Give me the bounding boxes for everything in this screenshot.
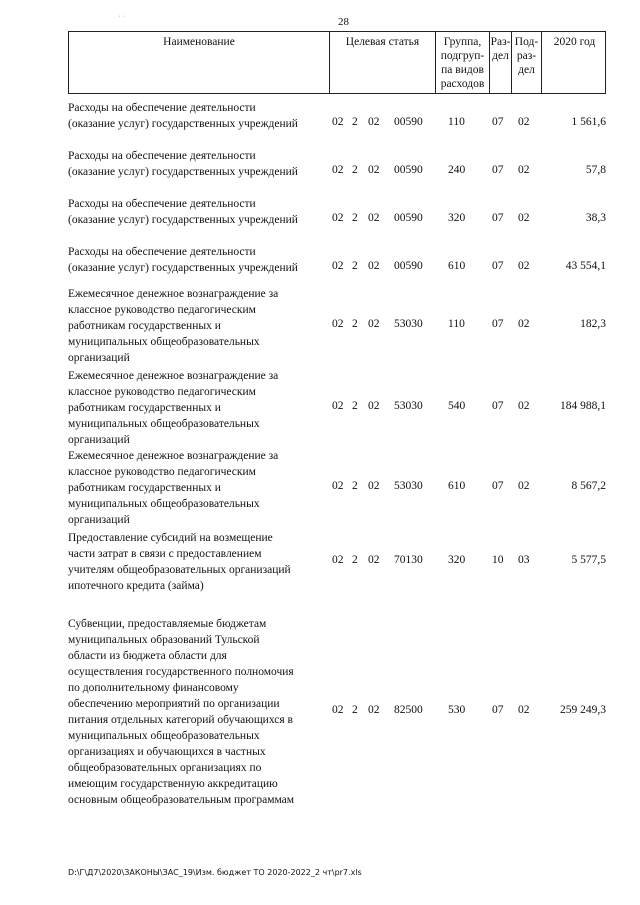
code-direction: 00590 (394, 212, 423, 224)
code-subprogram: 2 (352, 480, 358, 492)
expense-group: 320 (448, 212, 466, 224)
row-name (68, 368, 330, 448)
code-program: 02 (332, 480, 344, 492)
row-name (68, 196, 330, 228)
row-name-line: работникам государственных и (68, 482, 221, 494)
header-group-line: Группа, (443, 36, 482, 48)
table-row (68, 286, 608, 366)
section-code: 07 (492, 164, 504, 176)
header-subsection (511, 32, 541, 93)
row-name-line: работникам государственных и (68, 402, 221, 414)
row-name-line: муниципальных общеобразовательных (68, 418, 260, 430)
section-code: 07 (492, 704, 504, 716)
scan-mark: ˈ ˈ (118, 14, 127, 24)
row-name-line: по дополнительному финансовому (68, 682, 239, 694)
expense-group: 610 (448, 480, 466, 492)
table-row (68, 368, 608, 448)
code-direction: 53030 (394, 400, 423, 412)
code-program: 02 (332, 116, 344, 128)
header-year (541, 32, 607, 93)
header-group-line: па видов (441, 64, 484, 76)
table-row (68, 148, 608, 188)
row-name-line: классное руководство педагогическим (68, 466, 256, 478)
code-program: 02 (332, 318, 344, 330)
row-name (68, 530, 330, 594)
row-name-line: организациях и обучающихся в частных (68, 746, 266, 758)
table-row (68, 100, 608, 140)
code-event: 02 (368, 116, 380, 128)
subsection-code: 02 (518, 480, 530, 492)
code-program: 02 (332, 554, 344, 566)
code-direction: 53030 (394, 318, 423, 330)
row-name (68, 100, 330, 132)
code-event: 02 (368, 554, 380, 566)
code-direction: 00590 (394, 164, 423, 176)
amount-2020: 43 554,1 (565, 260, 606, 272)
amount-2020: 57,8 (585, 164, 606, 176)
row-name-line: классное руководство педагогическим (68, 386, 256, 398)
code-subprogram: 2 (352, 164, 358, 176)
row-name-line: организаций (68, 352, 130, 364)
subsection-code: 02 (518, 164, 530, 176)
row-name-line: (оказание услуг) государственных учреждений (68, 118, 298, 130)
row-name (68, 448, 330, 528)
code-event: 02 (368, 260, 380, 272)
row-name-line: Субвенции, предоставляемые бюджетам (68, 618, 267, 630)
code-program: 02 (332, 400, 344, 412)
row-name (68, 286, 330, 366)
section-code: 07 (492, 116, 504, 128)
section-code: 07 (492, 318, 504, 330)
expense-group: 540 (448, 400, 466, 412)
row-name-line: Расходы на обеспечение деятельности (68, 102, 256, 114)
row-name-line: области из бюджета области для (68, 650, 227, 662)
section-code: 07 (492, 212, 504, 224)
code-subprogram: 2 (352, 212, 358, 224)
row-name-line: Расходы на обеспечение деятельности (68, 246, 256, 258)
table-row (68, 448, 608, 528)
table-row (68, 616, 608, 816)
row-name-line: Предоставление субсидий на возмещение (68, 532, 273, 544)
page-number: 28 (338, 16, 349, 28)
header-name-label: Наименование (163, 36, 235, 48)
row-name-line: обеспечению мероприятий по организации (68, 698, 280, 710)
code-direction: 00590 (394, 260, 423, 272)
code-subprogram: 2 (352, 318, 358, 330)
table-row (68, 244, 608, 284)
row-name-line: (оказание услуг) государственных учреждений (68, 214, 298, 226)
subsection-code: 02 (518, 116, 530, 128)
expense-group: 110 (448, 116, 465, 128)
row-name-line: муниципальных общеобразовательных (68, 730, 260, 742)
header-name (69, 32, 329, 93)
row-name (68, 244, 330, 276)
section-code: 10 (492, 554, 504, 566)
header-target (329, 32, 435, 93)
header-section-line: Раз- (490, 36, 511, 48)
row-name-line: муниципальных общеобразовательных (68, 498, 260, 510)
row-name-line: Ежемесячное денежное вознаграждение за (68, 370, 279, 382)
code-event: 02 (368, 400, 380, 412)
row-name-line: муниципальных общеобразовательных (68, 336, 260, 348)
row-name-line: питания отдельных категорий обучающихся в (68, 714, 293, 726)
amount-2020: 184 988,1 (560, 400, 606, 412)
header-subsection-line: раз- (516, 50, 537, 62)
code-program: 02 (332, 212, 344, 224)
row-name-line: ипотечного кредита (займа) (68, 580, 204, 592)
header-section-line: дел (492, 50, 509, 62)
code-event: 02 (368, 480, 380, 492)
section-code: 07 (492, 480, 504, 492)
header-group (435, 32, 489, 93)
amount-2020: 5 577,5 (571, 554, 606, 566)
code-subprogram: 2 (352, 554, 358, 566)
code-direction: 53030 (394, 480, 423, 492)
subsection-code: 02 (518, 318, 530, 330)
subsection-code: 02 (518, 400, 530, 412)
code-direction: 00590 (394, 116, 423, 128)
code-event: 02 (368, 164, 380, 176)
code-direction: 70130 (394, 554, 423, 566)
row-name-line: работникам государственных и (68, 320, 221, 332)
code-program: 02 (332, 260, 344, 272)
code-program: 02 (332, 704, 344, 716)
row-name-line: организаций (68, 514, 130, 526)
row-name (68, 148, 330, 180)
amount-2020: 1 561,6 (571, 116, 606, 128)
expense-group: 610 (448, 260, 466, 272)
header-group-line: расходов (440, 78, 485, 90)
code-subprogram: 2 (352, 260, 358, 272)
amount-2020: 8 567,2 (571, 480, 606, 492)
code-subprogram: 2 (352, 704, 358, 716)
row-name-line: имеющим государственную аккредитацию (68, 778, 278, 790)
amount-2020: 182,3 (580, 318, 606, 330)
table-row (68, 530, 608, 600)
table-header (68, 31, 606, 94)
row-name-line: Расходы на обеспечение деятельности (68, 198, 256, 210)
code-subprogram: 2 (352, 400, 358, 412)
header-section (489, 32, 511, 93)
row-name-line: основным общеобразовательным программам (68, 794, 295, 806)
header-group-line: подгруп- (440, 50, 485, 62)
header-subsection-line: дел (518, 64, 535, 76)
header-subsection-line: Под- (514, 36, 539, 48)
section-code: 07 (492, 400, 504, 412)
row-name-line: части затрат в связи с предоставлением (68, 548, 262, 560)
row-name-line: Ежемесячное денежное вознаграждение за (68, 450, 279, 462)
row-name-line: Ежемесячное денежное вознаграждение за (68, 288, 279, 300)
code-event: 02 (368, 318, 380, 330)
subsection-code: 02 (518, 260, 530, 272)
row-name-line: (оказание услуг) государственных учреждений (68, 262, 298, 274)
subsection-code: 02 (518, 212, 530, 224)
code-program: 02 (332, 164, 344, 176)
expense-group: 320 (448, 554, 466, 566)
row-name-line: (оказание услуг) государственных учреждений (68, 166, 298, 178)
amount-2020: 38,3 (585, 212, 606, 224)
row-name-line: Расходы на обеспечение деятельности (68, 150, 256, 162)
header-year-label: 2020 год (553, 36, 596, 48)
subsection-code: 02 (518, 704, 530, 716)
row-name-line: муниципальных образований Тульской (68, 634, 260, 646)
amount-2020: 259 249,3 (560, 704, 606, 716)
row-name-line: организаций (68, 434, 130, 446)
table-row (68, 196, 608, 236)
row-name-line: общеобразовательных организациях по (68, 762, 262, 774)
expense-group: 240 (448, 164, 466, 176)
subsection-code: 03 (518, 554, 530, 566)
row-name-line: осуществления государственного полномочия (68, 666, 294, 678)
code-event: 02 (368, 212, 380, 224)
row-name-line: учителям общеобразовательных организаций (68, 564, 291, 576)
file-path-footer: D:\Г\Д7\2020\ЗАКОНЫ\ЗАС_19\Изм. бюджет ТО 2020-2022_2 чт\pr7.xls (68, 868, 362, 877)
header-target-label: Целевая статья (345, 36, 420, 48)
expense-group: 110 (448, 318, 465, 330)
code-subprogram: 2 (352, 116, 358, 128)
section-code: 07 (492, 260, 504, 272)
row-name-line: классное руководство педагогическим (68, 304, 256, 316)
code-direction: 82500 (394, 704, 423, 716)
row-name (68, 616, 330, 808)
code-event: 02 (368, 704, 380, 716)
expense-group: 530 (448, 704, 466, 716)
